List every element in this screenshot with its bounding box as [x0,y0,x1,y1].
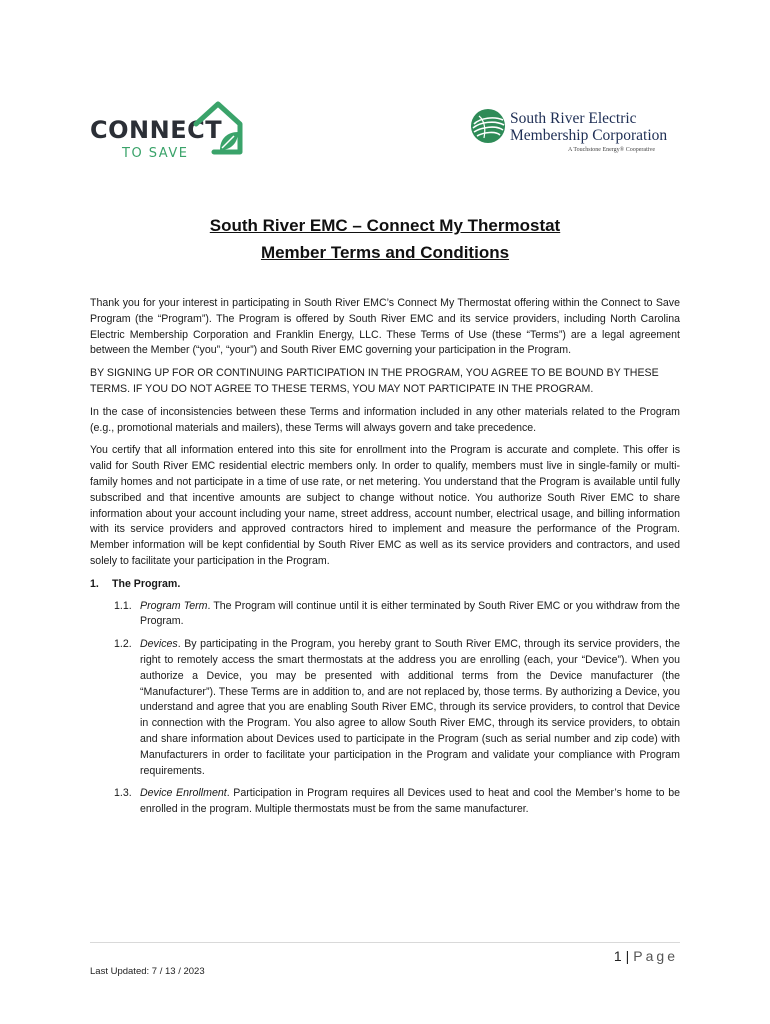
inconsistencies-paragraph: In the case of inconsistencies between these Terms and information included in any other materials related to the Program (e.g., promotional materials and mailers), these Terms will always govern and take precedence. [90,405,680,434]
page-number-value: 1 [613,948,622,964]
subsection-number: 1.3. [114,787,132,800]
last-updated-date: Last Updated: 7 / 13 / 2023 [90,966,205,977]
subsection-body: . The Program will continue until it is either terminated by South River EMC or you withdraw from the Program. [140,599,680,628]
subsection-body: . Participation in Program requires all Devices used to heat and cool the Member’s home to be enrolled in the program. Multiple thermostats must be from the same manufacturer. [140,787,680,816]
subsection-text [140,637,680,779]
globe-icon [470,108,506,144]
section-heading [90,577,680,593]
page-label: Page [633,948,678,964]
footer-divider [90,942,680,943]
subsection-item [90,786,680,818]
intro-paragraph: Thank you for your interest in participating in South River EMC’s Connect My Thermostat offering within the Connect to Save Program (the “Program”). The Program is offered by South River EMC and its service providers, including North Carolina Electric Membership Corporation and Franklin Energy, LLC. These Terms of Use (these “Terms”) are a legal agreement between the Member (“you”, “your”) and South River EMC governing your participation in the Program. [90,297,680,357]
subsection-text [140,786,680,818]
logo-connect-word: CONNECT [90,116,223,144]
subsection-term: Program Term [140,599,208,612]
subsection-term: Device Enrollment [140,787,227,800]
document-title: South River EMC – Connect My Thermostat [209,216,561,235]
document-body [90,296,680,825]
house-leaf-icon [190,100,246,158]
subsection-number: 1.2. [114,638,132,651]
subsection-item [90,599,680,631]
subsection-number: 1.1. [114,599,132,612]
document-subtitle: Member Terms and Conditions [260,243,510,262]
section-title: The Program. [112,577,181,590]
connect-to-save-logo [90,100,250,170]
page-number-separator: | [625,948,630,964]
logo-tagline: A Touchstone Energy® Cooperative [568,147,656,153]
logo-name-line2: Membership Corporation [510,127,668,144]
south-river-emc-logo [468,104,683,164]
section-number: 1. [90,577,99,590]
logo-name-line1: South River Electric [510,110,637,127]
subsection-item [90,637,680,779]
logo-to-save-word: TO SAVE [122,146,189,161]
page-number [614,948,678,964]
subsection-body: . By participating in the Program, you hereby grant to South River EMC, through its service providers, the right to remotely access the smart thermostats at the address you are enrolling (each, your “Device”). When you authorize a Device, you may be presented with additional terms from the Device manufacturer (the “Manufacturer”). These Terms are in addition to, and are not replaced by, those terms. By authorizing a Device, you understand and agree that you are enabling South River EMC, through its service providers, to control that Device in connection with the Program. You also agree to allow South River EMC, through its service providers, to obtain and share information about Devices used to participate in the Program (such as serial number and zip code) with Manufacturers in order to facilitate your participation in the Program and validate your compliance with Program requirements. [140,638,680,777]
agreement-paragraph: BY SIGNING UP FOR OR CONTINUING PARTICIPATION IN THE PROGRAM, YOU AGREE TO BE BOUND BY THESE TERMS. IF YOU DO NOT AGREE TO THESE TERMS, YOU MAY NOT PARTICIPATE IN THE PROGRAM. [90,367,659,395]
subsection-term: Devices [140,638,178,651]
subsection-text [140,599,680,631]
certification-paragraph: You certify that all information entered into this site for enrollment into the Program is accurate and complete. This offer is valid for South River EMC residential electric members only. In order to qualify, members must live in single-family or multi-family homes and not participate in a time of use rate, or net metering. You understand that the Program is available until fully subscribed and that incentive amounts are subject to change without notice. You authorize South River EMC to share information about your account including your name, street address, account number, electrical usage, and billing information with its service providers and approved contractors hired to implement and measure the performance of the Program. Member information will be kept confidential by South River EMC as well as its service providers and contractors, and used solely to facilitate your participation in the Program. [90,444,680,567]
